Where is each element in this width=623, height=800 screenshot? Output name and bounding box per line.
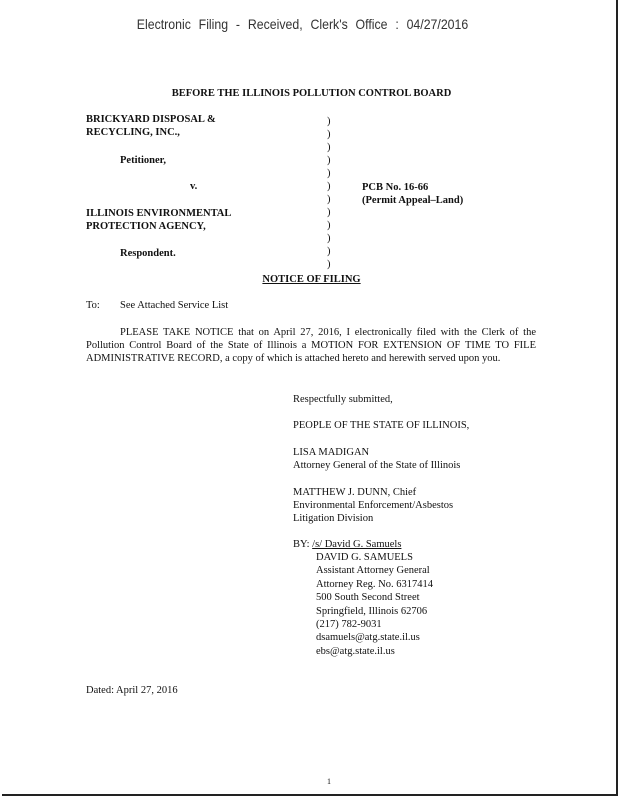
attorney-reg: Attorney Reg. No. 6317414 [316,578,433,590]
respondent-name-line1: ILLINOIS ENVIRONMENTAL [86,208,232,219]
attorney-email-1: dsamuels@atg.state.il.us [316,632,420,644]
attorney-city: Springfield, Illinois 62706 [316,605,428,617]
petitioner-name-line2: RECYCLING, INC., [86,127,180,138]
closing: Respectfully submitted, [293,394,393,405]
chief-title-line2: Litigation Division [293,513,374,524]
respondent-name-line2: PROTECTION AGENCY, [86,221,206,232]
attorney-phone: (217) 782-9031 [316,619,382,631]
versus: v. [190,181,198,192]
respondent-role: Respondent. [120,248,176,259]
by-label: BY: [293,539,310,550]
board-heading: BEFORE THE ILLINOIS POLLUTION CONTROL BOARD [171,88,452,99]
notice-body-text: PLEASE TAKE NOTICE that on April 27, 2016, I electronically filed with the Clerk of the Pollution Control Board of the State of Illinois a MOTION FOR EXTENSION OF TIME TO FILE ADMINISTRATIVE RECORD, a copy of which is attached hereto and herewith served upon you. [86,327,536,365]
case-type: (Permit Appeal–Land) [362,195,464,206]
attorney-address [316,551,433,658]
attorney-email-2: ebs@atg.state.il.us [316,645,395,657]
attorney-title: Assistant Attorney General [316,565,430,577]
chief-title-line1: Environmental Enforcement/Asbestos [293,500,454,511]
attorney-general-title: Attorney General of the State of Illinois [293,460,461,471]
attorney-general-name: LISA MADIGAN [293,447,370,458]
caption-parentheses: ) ) ) ) ) ) ) ) ) ) ) ) [327,116,331,270]
people-line: PEOPLE OF THE STATE OF ILLINOIS, [293,420,470,431]
by-line [293,538,401,551]
notice-body [86,326,536,366]
dated-line: Dated: April 27, 2016 [86,685,178,696]
attorney-street: 500 South Second Street [316,592,420,604]
chief-name: MATTHEW J. DUNN, Chief [293,487,417,498]
petitioner-name-line1: BRICKYARD DISPOSAL & [86,114,216,125]
electronic-signature: /s/ David G. Samuels [312,539,402,550]
to-value: See Attached Service List [120,300,229,311]
to-label: To: [86,300,100,311]
filing-stamp: Electronic Filing - Received, Clerk's Office : 04/27/2016 [136,16,469,32]
attorney-name: DAVID G. SAMUELS [316,552,413,563]
notice-title: NOTICE OF FILING [262,274,361,285]
case-number: PCB No. 16-66 [362,182,429,193]
page-number: 1 [327,777,331,786]
petitioner-role: Petitioner, [120,155,166,166]
